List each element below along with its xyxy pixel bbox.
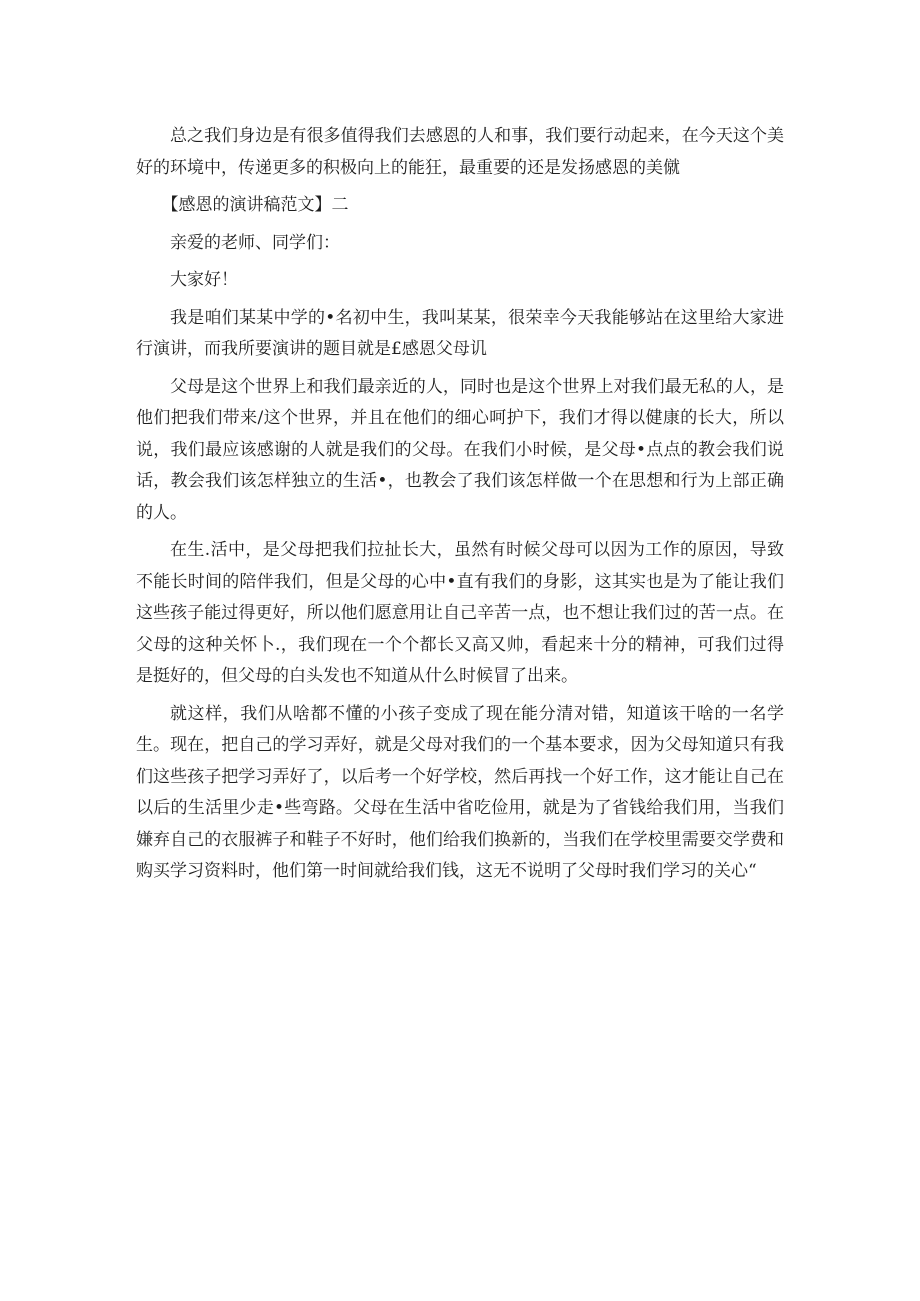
paragraph-parents-raising: 在生.活中，是父母把我们拉扯长大，虽然有时候父母可以因为工作的原因，导致不能长时间的陪伴我们，但是父母的心中•直有我们的身影，这其实也是为了能让我们这些孩子能过得更好，所以他们愿意用让自己辛苦一点，也不想让我们过的苦一点。在父母的这种关怀卜.，我们现在一个个都长又高又帅，看起来十分的精神，可我们过得是挺好的，但父母的白头发也不知道从什么时候冒了出来。	[136, 540, 784, 686]
section-heading: 【感恩的演讲稿范文】二	[161, 195, 349, 215]
paragraph-parents-closest: 父母是这个世界上和我们最亲近的人，同时也是这个世界上对我们最无私的人，是他们把我们带来/这个世界，并且在他们的细心呵护下，我们才得以健康的长大，所以说，我们最应该感谢的人就是我们的父母。在我们小时候，是父母•点点的教会我们说话，教会我们该怎样独立的生活•，也教会了我们该怎样做一个在思想和行为上部正确的人。	[136, 376, 784, 523]
paragraph-study-support: 就这样，我们从啥都不懂的小孩子变成了现在能分清对错，知道该干啥的一名学生。现在，把自己的学习弄好，就是父母对我们的一个基本要求，因为父母知道只有我们这些孩子把学习弄好了，以后考一个好学校，然后再找一个好工作，这才能让自己在以后的生活里少走•些弯路。父母在生活中省吃俭用，就是为了省钱给我们用，当我们嫌弃自己的衣服裤子和鞋子不好时，他们给我们换新的，当我们在学校里需要交学费和购买学习资料时，他们第一时间就给我们钱，这无不说明了父母时我们学习的关心“	[136, 703, 784, 881]
paragraph-introduction: 我是咱们某某中学的•名初中生，我叫某某，很荣幸今天我能够站在这里给大家进行演讲，而我所要演讲的题目就是£感恩父母讥	[136, 307, 784, 359]
greeting: 大家好！	[170, 270, 238, 290]
document-body	[136, 121, 784, 894]
paragraph-closing-remarks: 总之我们身边是有很多值得我们去感恩的人和事，我们要行动起来，在今天这个美好的环境中，传递更多的积极向上的能狂，最重要的还是发扬感恩的美僦	[136, 126, 784, 178]
salutation: 亲爱的老师、同学们：	[170, 232, 340, 253]
